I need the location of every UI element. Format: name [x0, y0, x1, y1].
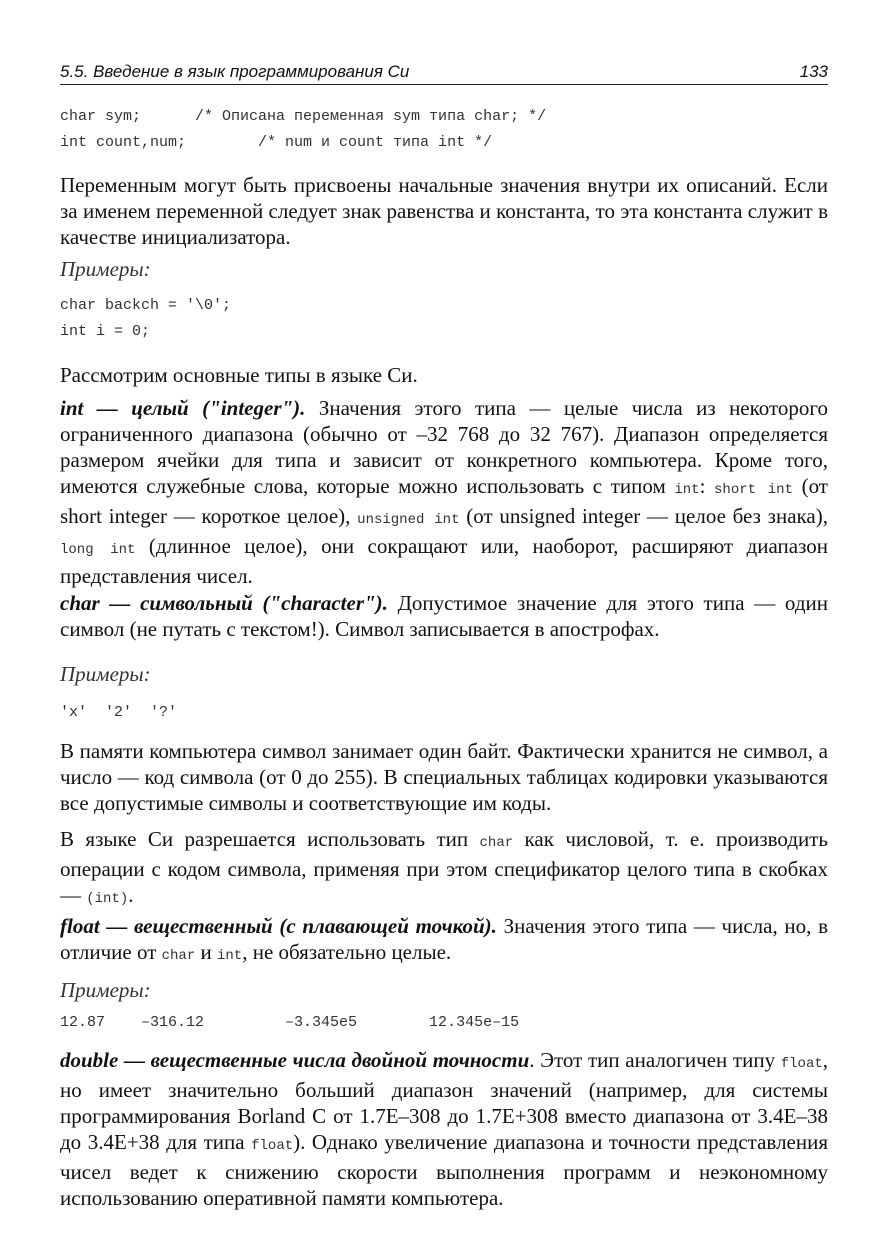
- text: , но имеет значительно больший диапазон значений (например, для системы программирования Borland C от 1.7E–308 до 1.7E+308 вместо диапазона от 3.4E–38 до 3.4E+38 для типа: [60, 1048, 828, 1154]
- term-int: int — целый ("integer").: [60, 396, 306, 420]
- code-line: char backch = '\0';: [60, 297, 232, 314]
- term-char: char — символьный ("character").: [60, 591, 388, 615]
- text: и: [195, 940, 217, 964]
- code-line: int i = 0;: [60, 323, 151, 340]
- inline-code: int: [674, 482, 700, 498]
- inline-code: char: [479, 835, 514, 851]
- text: Значения этого типа — числа, но, в отличие от: [60, 914, 829, 964]
- text: (от unsigned integer — целое без знака),: [459, 504, 828, 528]
- chapter-title: 5.5. Введение в язык программирования Си: [60, 62, 410, 81]
- text: В языке Си разрешается использовать тип: [60, 827, 480, 851]
- text: (от short integer — короткое целое),: [60, 474, 828, 528]
- text: (длинное целое), они сокращают или, наоборот, расширяют диапазон представления чисел.: [60, 534, 828, 588]
- code-line: char sym; /* Описана переменная sym типа char; */: [60, 108, 547, 125]
- text: как числовой, т. е. производить операции с кодом символа, применяя при этом спецификатор целого типа в скобках —: [60, 827, 828, 907]
- paragraph-char-memory: В памяти компьютера символ занимает один байт. Фактически хранится не символ, а число — код символа (от 0 до 255). В специальных таблицах кодировки указываются все допустимые символы и соответствующие им коды.: [60, 739, 828, 815]
- section-int: [60, 395, 828, 589]
- inline-code: long int: [60, 542, 136, 558]
- term-double: double — вещественные числа двойной точности: [60, 1048, 530, 1072]
- code-block-float-examples: [60, 1010, 828, 1036]
- inline-code: char: [161, 948, 196, 964]
- code-line: 'x' '2' '?': [60, 704, 178, 721]
- text: . Этот тип аналогичен типу: [529, 1048, 781, 1072]
- text: Допустимое значение для этого типа — один символ (не путать с текстом!). Символ записывается в апострофах.: [60, 591, 828, 641]
- page-number: 133: [799, 62, 828, 81]
- code-line: 12.87 –316.12 –3.345e5 12.345e–15: [60, 1014, 520, 1031]
- running-header: [60, 60, 828, 85]
- inline-code: unsigned int: [357, 512, 460, 528]
- code-block-init-examples: [60, 293, 828, 345]
- term-float: float — вещественный (с плавающей точкой).: [60, 914, 497, 938]
- section-float: [60, 913, 828, 969]
- inline-code: float: [780, 1056, 823, 1072]
- inline-code: short int: [714, 482, 793, 498]
- text: :: [699, 474, 715, 498]
- text: ). Однако увеличение диапазона и точности представления чисел ведет к снижению скорости выполнения программ и неэкономному использованию оперативной памяти компьютера.: [60, 1130, 829, 1210]
- code-block-char-examples: [60, 700, 828, 726]
- paragraph-initializers: Переменным могут быть присвоены начальные значения внутри их описаний. Если за именем переменной следует знак равенства и константа, то эта константа служит в качестве инициализатора.: [60, 173, 828, 249]
- code-line: int count,num; /* num и count типа int */: [60, 134, 493, 151]
- inline-code: float: [251, 1138, 294, 1154]
- examples-label: Примеры:: [60, 662, 151, 686]
- text: .: [128, 883, 134, 907]
- section-double: [60, 1047, 828, 1211]
- examples-label: Примеры:: [60, 257, 151, 281]
- inline-code: int: [216, 948, 243, 964]
- text: , не обязательно целые.: [242, 940, 452, 964]
- paragraph-basic-types: Рассмотрим основные типы в языке Си.: [60, 363, 418, 387]
- text: Значения этого типа — целые числа из некоторого ограниченного диапазона (обычно от –32 768 до 32 767). Диапазон определяется размером ячейки для типа и зависит от конкретного компьютера. Кроме того, имеются служебные слова, которые можно использовать с типом: [60, 396, 828, 498]
- section-char: [60, 590, 828, 642]
- inline-code: (int): [86, 891, 129, 907]
- paragraph-char-numeric: [60, 826, 828, 912]
- examples-label: Примеры:: [60, 978, 151, 1002]
- code-block-declarations: [60, 104, 828, 156]
